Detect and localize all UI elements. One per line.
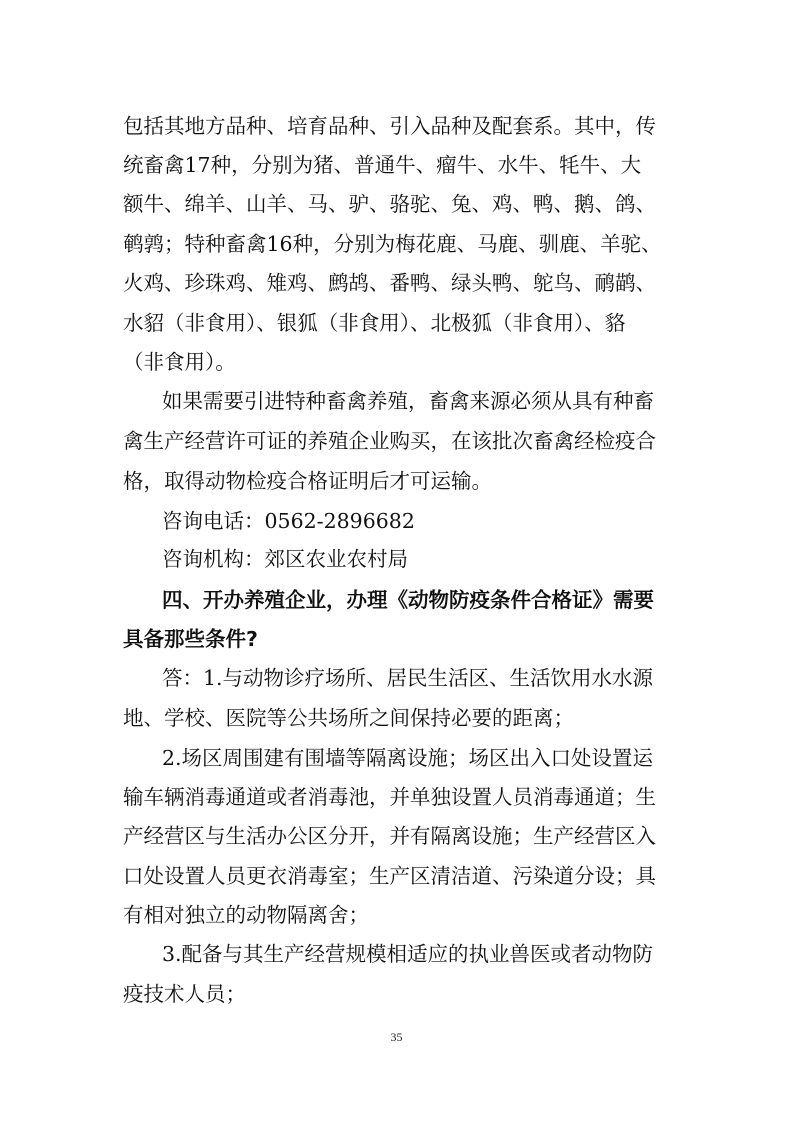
text-line: 答：1.与动物诊疗场所、居民生活区、生活饮用水水源 [162, 666, 654, 690]
section-heading: 四、开办养殖企业，办理《动物防疫条件合格证》需要 [162, 588, 654, 612]
text-line: 水貂（非食用）、银狐（非食用）、北极狐（非食用）、貉 [123, 311, 626, 335]
section-heading: 具备那些条件? [123, 627, 258, 651]
text-line: 疫技术人员； [123, 982, 246, 1006]
text-line: 咨询机构：郊区农业农村局 [162, 547, 408, 571]
text-line: 咨询电话：0562-2896682 [162, 509, 415, 533]
text-line: 输车辆消毒通道或者消毒池，并单独设置人员消毒通道；生 [123, 785, 656, 809]
text-line: 有相对独立的动物隔离舍； [123, 903, 369, 927]
text-line: 口处设置人员更衣消毒室；生产区清洁道、污染道分设；具 [123, 864, 656, 888]
text-line: 3.配备与其生产经营规模相适应的执业兽医或者动物防 [162, 942, 654, 966]
text-line: 鹌鹑；特种畜禽16种，分别为梅花鹿、马鹿、驯鹿、羊驼、 [123, 232, 662, 256]
text-line: 产经营区与生活办公区分开，并有隔离设施；生产经营区入 [123, 824, 656, 848]
page-number: 35 [390, 1030, 403, 1044]
text-line: 包括其地方品种、培育品种、引入品种及配套系。其中，传 [123, 114, 656, 138]
text-line: 2.场区周围建有围墙等隔离设施；场区出入口处设置运 [162, 746, 654, 770]
text-line: 火鸡、珍珠鸡、雉鸡、鹧鸪、番鸭、绿头鸭、鸵鸟、鸸鹋、 [123, 271, 656, 295]
text-line: 地、学校、医院等公共场所之间保持必要的距离； [123, 706, 574, 730]
text-line: 如果需要引进特种畜禽养殖，畜禽来源必须从具有种畜 [162, 389, 654, 413]
text-line: 统畜禽17种，分别为猪、普通牛、瘤牛、水牛、牦牛、大 [123, 153, 642, 177]
text-line: 格，取得动物检疫合格证明后才可运输。 [123, 469, 492, 493]
text-line: （非食用）。 [123, 350, 236, 374]
text-line: 禽生产经营许可证的养殖企业购买，在该批次畜禽经检疫合 [123, 429, 656, 453]
text-line: 额牛、绵羊、山羊、马、驴、骆驼、兔、鸡、鸭、鹅、鸽、 [123, 192, 656, 216]
